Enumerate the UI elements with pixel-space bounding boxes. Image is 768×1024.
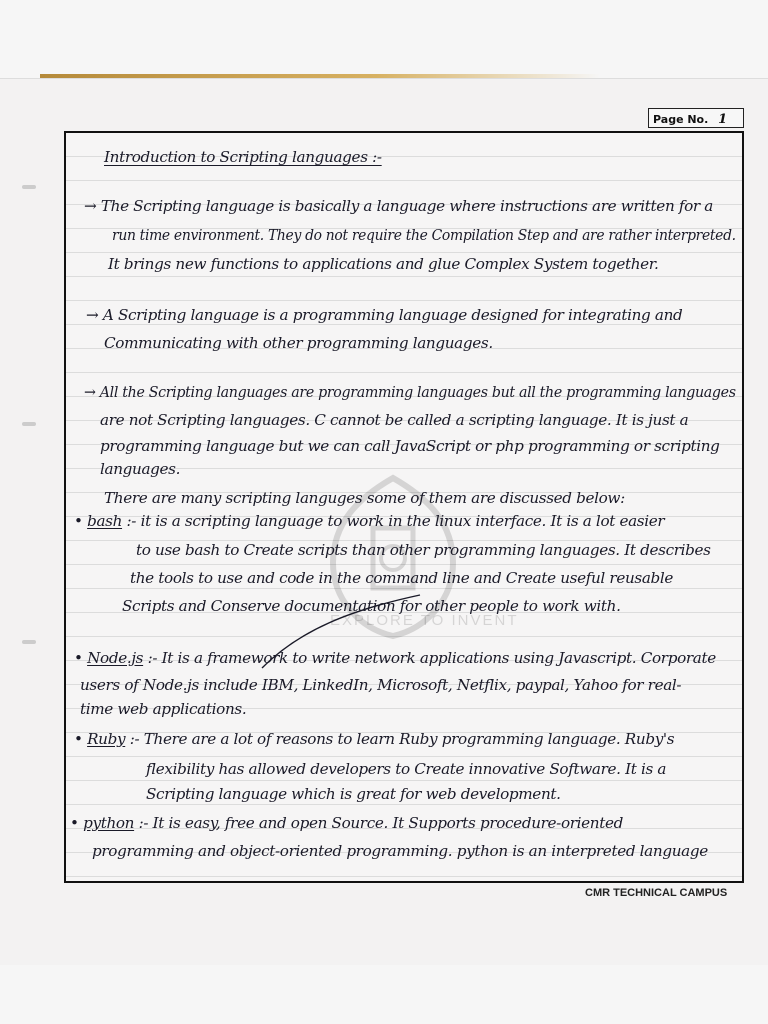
python-entry: • python :- It is easy, free and open Source. It Supports procedure-oriented (70, 814, 623, 832)
page-number: 1 (718, 112, 728, 127)
node-entry: • Node.js :- It is a framework to write network applications using Javascript. Corporate (74, 649, 716, 667)
watermark-text: EXPLORE TO INVENT (330, 612, 519, 629)
page-number-label: Page No. (653, 113, 709, 126)
text-line: There are many scripting languges some of them are discussed below: (104, 489, 625, 507)
bash-entry: • bash :- it is a scripting language to work in the linux interface. It is a lot easier (74, 512, 665, 530)
text-line: → A Scripting language is a programming language designed for integrating and (86, 306, 683, 324)
text-line: It is a framework to write network applications using Javascript. Corporate (161, 649, 716, 667)
text-line: programming language but we can call JavaScript or php programming or scripting (100, 437, 720, 455)
text-line: time web applications. (80, 700, 247, 718)
text-line: run time environment. They do not require the Compilation Step and are rather interpreted. (112, 226, 736, 244)
text-line: users of Node.js include IBM, LinkedIn, Microsoft, Netflix, paypal, Yahoo for real- (80, 676, 682, 694)
footer-campus: CMR TECHNICAL CAMPUS (585, 887, 728, 899)
text-line: are not Scripting languages. C cannot be called a scripting language. It is just a (100, 411, 689, 429)
text-line: There are a lot of reasons to learn Ruby programming language. Ruby's (143, 730, 675, 748)
term-ruby: Ruby (87, 730, 126, 748)
page-number-box (648, 108, 744, 128)
text-line: Communicating with other programming languages. (104, 334, 493, 352)
text-line: → All the Scripting languages are programming languages but all the programming languages (84, 383, 736, 401)
text-line: languages. (100, 460, 181, 478)
text-line: it is a scripting language to work in the linux interface. It is a lot easier (140, 512, 665, 530)
ruby-entry: • Ruby :- There are a lot of reasons to learn Ruby programming language. Ruby's (74, 730, 675, 748)
binding-mark (22, 422, 36, 426)
page-title: Introduction to Scripting languages :- (104, 148, 382, 166)
text-line: Scripts and Conserve documentation for other people to work with. (122, 597, 621, 615)
text-line: → The Scripting language is basically a language where instructions are written for a (84, 197, 714, 215)
text-line: It is easy, free and open Source. It Supports procedure-oriented (152, 814, 623, 832)
binding-mark (22, 185, 36, 189)
text-line: Scripting language which is great for web development. (146, 785, 561, 803)
text-line: the tools to use and code in the command line and Create useful reusable (130, 569, 674, 587)
term-python: python (83, 814, 135, 832)
term-bash: bash (87, 512, 123, 530)
binding-mark (22, 640, 36, 644)
text-line: to use bash to Create scripts than other programming languages. It describes (136, 541, 711, 559)
text-line: flexibility has allowed developers to Create innovative Software. It is a (146, 760, 667, 778)
term-node: Node.js (87, 649, 144, 667)
text-line: programming and object-oriented programming. python is an interpreted language (92, 842, 708, 860)
text-line: It brings new functions to applications and glue Complex System together. (108, 255, 659, 273)
